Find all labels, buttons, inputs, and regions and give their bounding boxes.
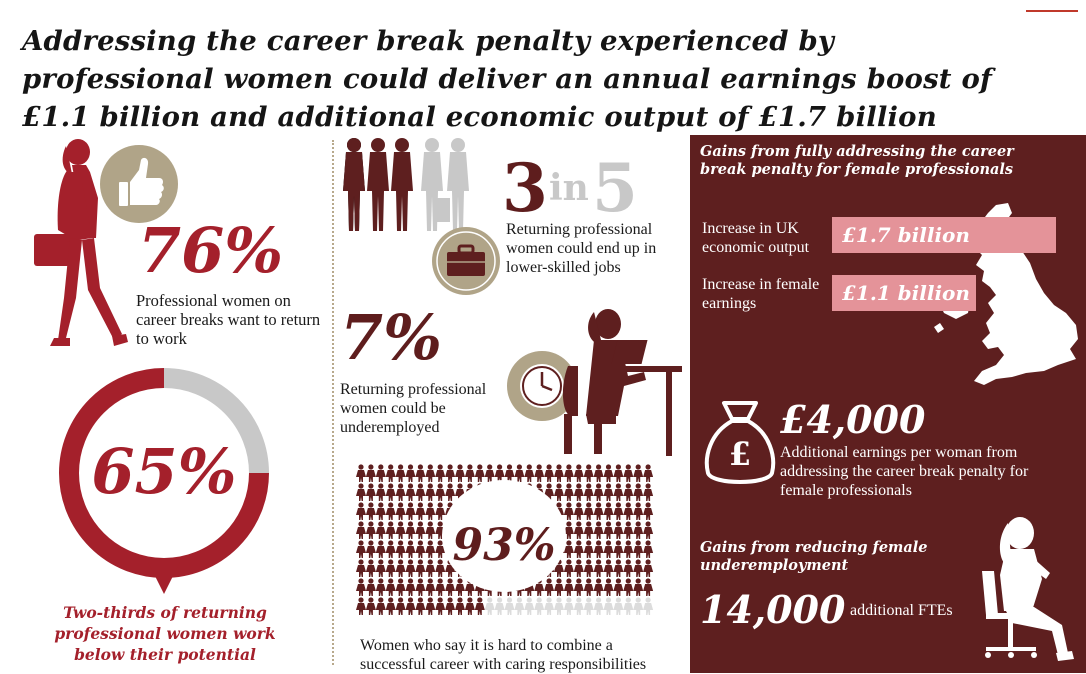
grid-woman [643, 597, 653, 615]
grid-woman [356, 559, 366, 577]
grid-woman [594, 559, 604, 577]
grid-woman [415, 521, 425, 539]
grid-woman [505, 464, 515, 482]
grid-woman [396, 540, 406, 558]
grid-woman [396, 483, 406, 501]
grid-woman [564, 559, 574, 577]
grid-woman [376, 521, 386, 539]
stat-76-value: 76% [138, 214, 284, 287]
grid-woman [425, 559, 435, 577]
grid-woman [386, 464, 396, 482]
grid-woman [604, 559, 614, 577]
grid-woman [396, 464, 406, 482]
grid-woman [406, 483, 416, 501]
grid-woman [633, 597, 643, 615]
grid-woman [604, 464, 614, 482]
row1-label: Increase in UK economic output [702, 220, 810, 256]
grid-woman [514, 597, 524, 615]
grid-woman [623, 540, 633, 558]
grid-woman [366, 597, 376, 615]
grid-woman [475, 597, 485, 615]
grid-woman [356, 464, 366, 482]
grid-woman [425, 483, 435, 501]
woman-in-chair-icon [972, 515, 1084, 665]
grid-woman [356, 521, 366, 539]
grid-woman [406, 540, 416, 558]
grid-woman [514, 464, 524, 482]
grid-woman [366, 578, 376, 596]
svg-text:£: £ [728, 435, 752, 473]
grid-woman [366, 521, 376, 539]
grid-woman [455, 578, 465, 596]
grid-woman [396, 597, 406, 615]
grid-woman [356, 597, 366, 615]
grid-woman [376, 483, 386, 501]
grid-woman [584, 502, 594, 520]
grid-woman [584, 483, 594, 501]
grid-woman [415, 597, 425, 615]
grid-woman [465, 464, 475, 482]
panel-heading-1: Gains from fully addressing the career break penalty for female professionals [700, 143, 1014, 178]
grid-woman [415, 559, 425, 577]
grid-woman [425, 578, 435, 596]
woman-at-desk-icon [556, 306, 682, 456]
grid-woman [505, 597, 515, 615]
grid-woman [445, 578, 455, 596]
grid-woman [524, 597, 534, 615]
grid-woman [594, 521, 604, 539]
grid-woman [485, 464, 495, 482]
stat-4000-value: £4,000 [780, 397, 926, 442]
stat-93-caption: Women who say it is hard to combine a successful career with caring responsibilities [360, 637, 647, 673]
grid-woman [554, 483, 564, 501]
grid-woman [445, 464, 455, 482]
grid-woman [623, 464, 633, 482]
page-title: Addressing the career break penalty experienced by professional women could deliver an annual earnings boost of £1.1 billion and additional economic output of £1.7 billion [22, 25, 993, 133]
ratio-big-1: 3 [502, 149, 548, 227]
grid-woman [604, 597, 614, 615]
grid-woman [604, 578, 614, 596]
grid-woman [643, 559, 653, 577]
grid-woman [396, 502, 406, 520]
grid-woman [594, 597, 604, 615]
grid-woman [435, 483, 445, 501]
grid-woman [485, 597, 495, 615]
grid-woman [613, 483, 623, 501]
grid-woman [584, 540, 594, 558]
grid-woman [584, 464, 594, 482]
grid-woman [574, 540, 584, 558]
grid-woman [396, 521, 406, 539]
grid-woman [604, 521, 614, 539]
grid-woman [425, 521, 435, 539]
grid-woman [574, 559, 584, 577]
grid-woman [613, 502, 623, 520]
grid-woman [524, 464, 534, 482]
grid-woman [574, 597, 584, 615]
grid-woman [386, 483, 396, 501]
stat-65-value: 65% [91, 435, 237, 508]
grid-woman [604, 483, 614, 501]
grid-woman [386, 578, 396, 596]
column-divider [332, 140, 334, 665]
grid-woman [356, 483, 366, 501]
grid-woman [594, 464, 604, 482]
grid-woman [415, 540, 425, 558]
grid-woman [366, 464, 376, 482]
grid-woman [544, 464, 554, 482]
grid-woman [643, 483, 653, 501]
grid-woman [564, 578, 574, 596]
grid-woman [564, 464, 574, 482]
grid-woman [544, 578, 554, 596]
fte-value: 14,000 [700, 587, 846, 632]
grid-woman [455, 597, 465, 615]
grid-woman [574, 464, 584, 482]
grid-woman [564, 597, 574, 615]
grid-woman [386, 521, 396, 539]
grid-woman [594, 578, 604, 596]
grid-woman [643, 540, 653, 558]
grid-woman [623, 559, 633, 577]
grid-woman [613, 521, 623, 539]
panel-heading-2: Gains from reducing female underemployment [700, 539, 928, 574]
grid-woman [415, 464, 425, 482]
grid-woman [613, 559, 623, 577]
grid-woman [643, 521, 653, 539]
grid-woman [356, 578, 366, 596]
grid-woman [455, 464, 465, 482]
grid-woman [366, 483, 376, 501]
grid-woman [584, 521, 594, 539]
grid-woman [406, 464, 416, 482]
grid-woman [554, 578, 564, 596]
grid-woman [366, 502, 376, 520]
grid-woman [376, 464, 386, 482]
row1-value-box: £1.7 billion [832, 217, 1056, 253]
grid-woman [554, 464, 564, 482]
grid-woman [554, 597, 564, 615]
grid-woman [445, 483, 455, 501]
grid-woman [613, 578, 623, 596]
grid-woman [435, 597, 445, 615]
grid-woman [425, 540, 435, 558]
grid-woman [574, 521, 584, 539]
briefcase-icon [431, 226, 501, 296]
row2-label: Increase in female earnings [702, 276, 820, 312]
ratio-caption: Returning professional women could end up in lower-skilled jobs [506, 221, 657, 276]
stat-65-caption: Two-thirds of returning professional women work below their potential [54, 603, 276, 664]
grid-woman [366, 540, 376, 558]
grid-woman [425, 597, 435, 615]
grid-woman [435, 502, 445, 520]
grid-woman [356, 502, 366, 520]
stat-76-caption: Professional women on career breaks want to return to work [136, 291, 321, 348]
stat-4000-caption: Additional earnings per woman from addressing the career break penalty for female professionals [780, 444, 1029, 499]
stat-7-value: 7% [340, 301, 443, 374]
grid-woman [643, 464, 653, 482]
grid-woman [396, 559, 406, 577]
grid-woman [594, 540, 604, 558]
grid-woman [465, 597, 475, 615]
grid-woman [643, 578, 653, 596]
grid-woman [623, 502, 633, 520]
grid-woman [613, 597, 623, 615]
grid-woman [406, 597, 416, 615]
grid-woman [376, 597, 386, 615]
grid-woman [564, 502, 574, 520]
grid-woman [495, 464, 505, 482]
grid-woman [613, 464, 623, 482]
top-accent-line [1026, 10, 1078, 12]
grid-woman [366, 559, 376, 577]
grid-woman [475, 464, 485, 482]
grid-woman [396, 578, 406, 596]
grid-woman [376, 540, 386, 558]
grid-woman [584, 559, 594, 577]
stat-7-caption: Returning professional women could be underemployed [340, 381, 487, 436]
grid-woman [376, 559, 386, 577]
grid-woman [386, 559, 396, 577]
gains-panel [690, 135, 1086, 673]
grid-woman [623, 597, 633, 615]
grid-woman [406, 559, 416, 577]
grid-woman [495, 597, 505, 615]
thumbs-up-icon [99, 144, 179, 224]
grid-woman [415, 483, 425, 501]
grid-woman [623, 578, 633, 596]
fte-caption: additional FTEs [850, 602, 953, 619]
stat-93-value: 93% [452, 520, 556, 571]
grid-woman [574, 483, 584, 501]
grid-woman [623, 483, 633, 501]
grid-woman [623, 521, 633, 539]
women-group-icon [340, 136, 520, 236]
ratio-small-in: in [549, 167, 589, 209]
grid-woman [406, 502, 416, 520]
money-bag-icon [702, 399, 778, 489]
grid-woman [594, 502, 604, 520]
grid-woman [633, 464, 643, 482]
grid-woman [445, 597, 455, 615]
gauge-pointer [148, 562, 180, 594]
ratio-big-2: 5 [592, 149, 638, 227]
grid-woman [386, 597, 396, 615]
grid-woman [544, 597, 554, 615]
grid-woman [604, 540, 614, 558]
grid-woman [604, 502, 614, 520]
grid-woman [386, 502, 396, 520]
grid-woman [534, 464, 544, 482]
grid-woman [406, 521, 416, 539]
grid-woman [386, 540, 396, 558]
grid-woman [435, 578, 445, 596]
grid-woman [633, 502, 643, 520]
grid-woman [425, 502, 435, 520]
row2-value-box: £1.1 billion [832, 275, 976, 311]
grid-woman [613, 540, 623, 558]
grid-woman [534, 597, 544, 615]
grid-woman [564, 483, 574, 501]
grid-woman [406, 578, 416, 596]
grid-woman [633, 521, 643, 539]
grid-woman [584, 578, 594, 596]
grid-woman [415, 578, 425, 596]
grid-woman [633, 559, 643, 577]
grid-woman [584, 597, 594, 615]
grid-woman [633, 540, 643, 558]
grid-woman [594, 483, 604, 501]
grid-woman [574, 502, 584, 520]
grid-woman [376, 578, 386, 596]
grid-woman [415, 502, 425, 520]
grid-woman [356, 540, 366, 558]
grid-woman [574, 578, 584, 596]
grid-woman [425, 464, 435, 482]
grid-woman [376, 502, 386, 520]
grid-woman [643, 502, 653, 520]
grid-woman [435, 464, 445, 482]
grid-woman [633, 578, 643, 596]
grid-woman [633, 483, 643, 501]
